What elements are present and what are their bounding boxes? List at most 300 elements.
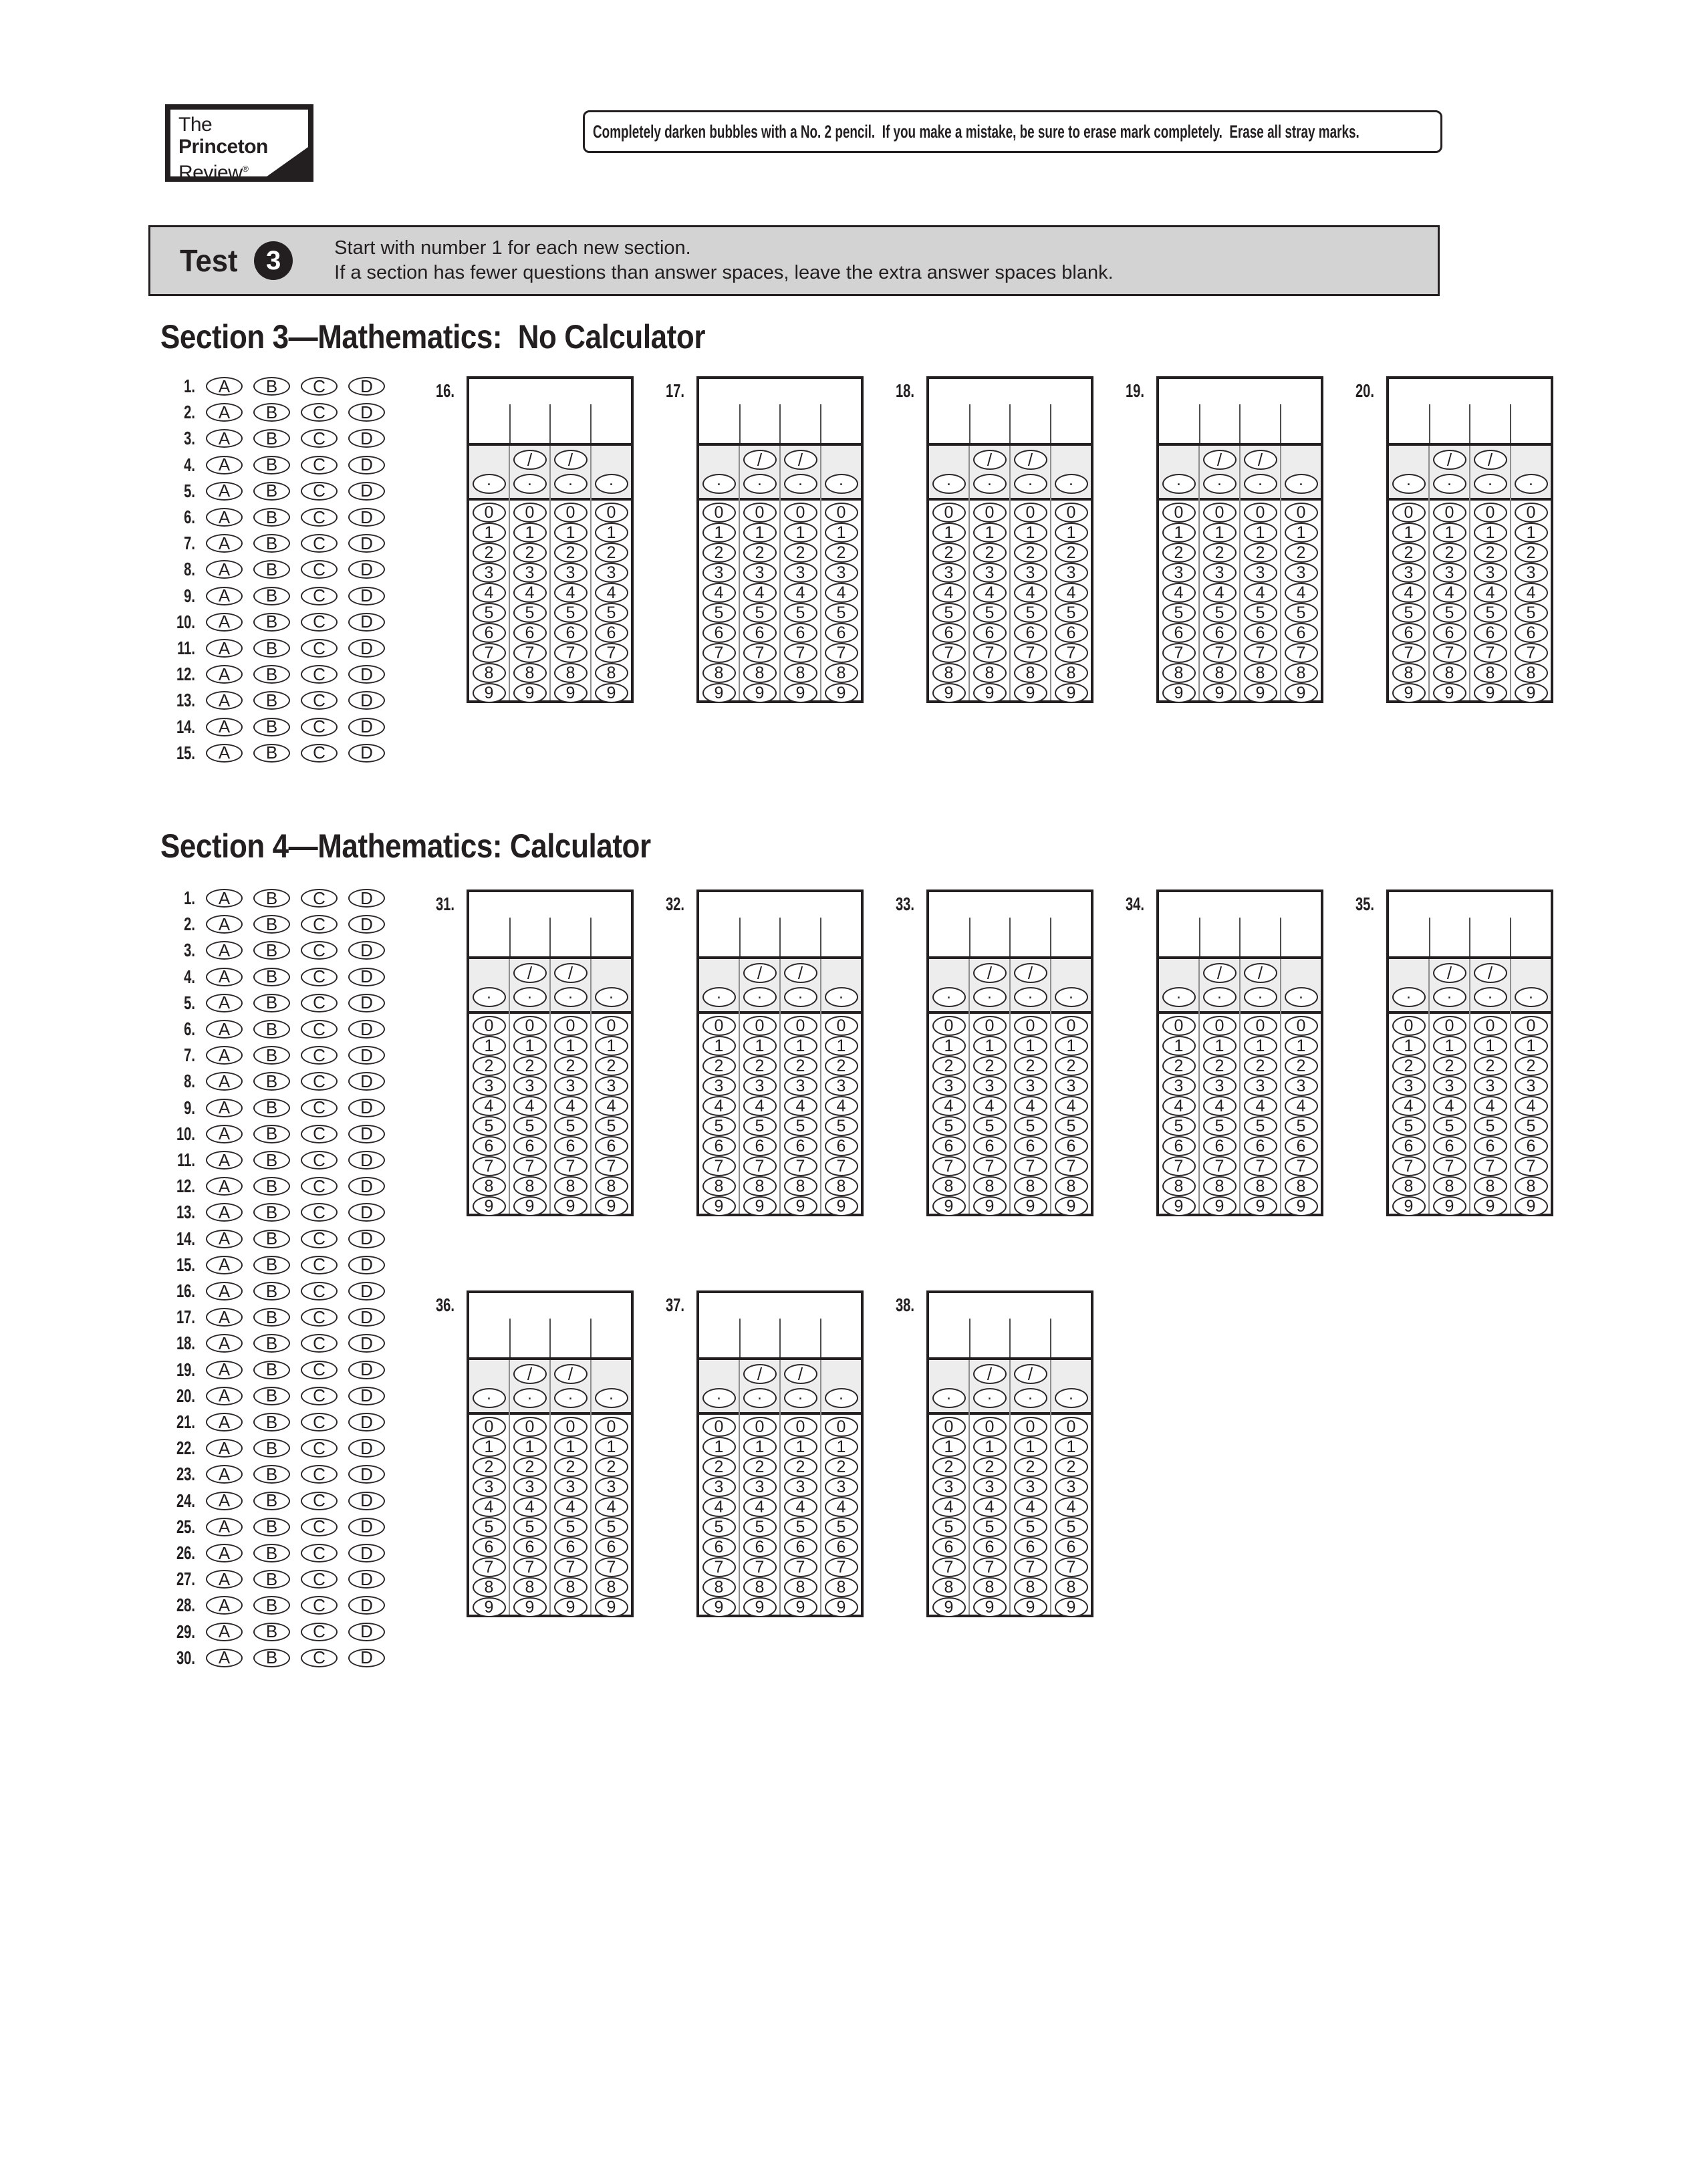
grid-bubble-3[interactable]: 3	[473, 1477, 506, 1497]
answer-bubble-D[interactable]: D	[348, 1596, 385, 1615]
grid-bubble-decimal[interactable]	[973, 1384, 1007, 1408]
grid-bubble-8[interactable]: 8	[1433, 663, 1466, 683]
grid-write-area[interactable]	[699, 892, 861, 959]
answer-bubble-A[interactable]: A	[206, 1334, 243, 1353]
grid-bubble-1[interactable]: 1	[1285, 1036, 1318, 1056]
answer-bubble-B[interactable]: B	[253, 1203, 290, 1222]
grid-bubble-1[interactable]: 1	[473, 1036, 506, 1056]
answer-bubble-B[interactable]: B	[253, 1099, 290, 1117]
grid-bubble-slash[interactable]	[1244, 963, 1277, 983]
grid-bubble-4[interactable]: 4	[1433, 1096, 1466, 1116]
answer-bubble-C[interactable]: C	[301, 1151, 338, 1170]
grid-bubble-1[interactable]: 1	[784, 1036, 817, 1056]
grid-bubble-8[interactable]: 8	[473, 663, 506, 683]
grid-bubble-4[interactable]: 4	[1203, 583, 1237, 603]
answer-bubble-A[interactable]: A	[206, 429, 243, 448]
grid-bubble-4[interactable]: 4	[1203, 1096, 1237, 1116]
grid-bubble-9[interactable]: 9	[595, 1597, 628, 1617]
answer-bubble-D[interactable]: D	[348, 1439, 385, 1458]
grid-bubble-decimal[interactable]	[473, 470, 506, 494]
answer-bubble-B[interactable]: B	[253, 1072, 290, 1091]
grid-bubble-0[interactable]: 0	[784, 503, 817, 523]
grid-bubble-8[interactable]: 8	[1162, 663, 1196, 683]
grid-bubble-decimal[interactable]	[932, 470, 966, 494]
grid-bubble-3[interactable]: 3	[743, 1076, 777, 1096]
grid-write-area[interactable]	[929, 892, 1091, 959]
grid-bubble-slash[interactable]	[784, 1364, 817, 1384]
grid-bubble-decimal[interactable]	[1055, 983, 1088, 1007]
grid-bubble-9[interactable]: 9	[973, 683, 1007, 703]
answer-bubble-C[interactable]: C	[301, 1282, 338, 1301]
grid-bubble-6[interactable]: 6	[702, 623, 736, 643]
grid-bubble-7[interactable]: 7	[554, 643, 588, 663]
grid-bubble-2[interactable]: 2	[1244, 543, 1277, 563]
grid-bubble-2[interactable]: 2	[932, 543, 966, 563]
grid-bubble-8[interactable]: 8	[513, 663, 547, 683]
answer-bubble-A[interactable]: A	[206, 1282, 243, 1301]
answer-bubble-D[interactable]: D	[348, 1387, 385, 1405]
grid-bubble-8[interactable]: 8	[784, 1176, 817, 1196]
grid-bubble-7[interactable]: 7	[932, 1156, 966, 1176]
grid-bubble-5[interactable]: 5	[554, 603, 588, 623]
answer-bubble-B[interactable]: B	[253, 1623, 290, 1641]
grid-bubble-decimal[interactable]	[1162, 983, 1196, 1007]
grid-bubble-1[interactable]: 1	[932, 523, 966, 543]
answer-bubble-C[interactable]: C	[301, 1256, 338, 1274]
grid-bubble-7[interactable]: 7	[1014, 1156, 1047, 1176]
answer-bubble-C[interactable]: C	[301, 587, 338, 605]
grid-bubble-8[interactable]: 8	[473, 1577, 506, 1597]
grid-bubble-9[interactable]: 9	[1244, 1196, 1277, 1216]
grid-bubble-3[interactable]: 3	[1285, 563, 1318, 583]
grid-bubble-decimal[interactable]	[1433, 470, 1466, 494]
grid-bubble-decimal[interactable]	[784, 470, 817, 494]
grid-bubble-3[interactable]: 3	[932, 563, 966, 583]
grid-bubble-9[interactable]: 9	[825, 1597, 858, 1617]
grid-bubble-2[interactable]: 2	[1055, 1457, 1088, 1477]
answer-bubble-C[interactable]: C	[301, 1099, 338, 1117]
grid-bubble-5[interactable]: 5	[932, 1116, 966, 1136]
grid-bubble-8[interactable]: 8	[825, 1176, 858, 1196]
grid-bubble-8[interactable]: 8	[973, 1176, 1007, 1196]
grid-bubble-decimal[interactable]	[825, 983, 858, 1007]
grid-bubble-3[interactable]: 3	[595, 1477, 628, 1497]
grid-bubble-2[interactable]: 2	[1055, 543, 1088, 563]
grid-bubble-7[interactable]: 7	[1285, 1156, 1318, 1176]
grid-bubble-slash[interactable]	[1433, 963, 1466, 983]
answer-bubble-C[interactable]: C	[301, 1596, 338, 1615]
answer-bubble-D[interactable]: D	[348, 1177, 385, 1196]
grid-bubble-9[interactable]: 9	[595, 1196, 628, 1216]
answer-bubble-D[interactable]: D	[348, 1072, 385, 1091]
grid-bubble-6[interactable]: 6	[473, 1136, 506, 1156]
grid-bubble-4[interactable]: 4	[743, 1096, 777, 1116]
grid-bubble-7[interactable]: 7	[513, 643, 547, 663]
grid-bubble-5[interactable]: 5	[1433, 603, 1466, 623]
grid-bubble-8[interactable]: 8	[932, 663, 966, 683]
grid-bubble-slash[interactable]	[784, 963, 817, 983]
grid-bubble-0[interactable]: 0	[825, 503, 858, 523]
grid-bubble-4[interactable]: 4	[473, 583, 506, 603]
grid-bubble-6[interactable]: 6	[1055, 623, 1088, 643]
grid-bubble-decimal[interactable]	[1203, 983, 1237, 1007]
grid-bubble-7[interactable]: 7	[1474, 643, 1507, 663]
grid-bubble-4[interactable]: 4	[1244, 583, 1277, 603]
grid-bubble-2[interactable]: 2	[1474, 543, 1507, 563]
grid-bubble-6[interactable]: 6	[1244, 623, 1277, 643]
grid-bubble-3[interactable]: 3	[1203, 1076, 1237, 1096]
grid-bubble-7[interactable]: 7	[932, 643, 966, 663]
answer-bubble-D[interactable]: D	[348, 534, 385, 553]
grid-bubble-3[interactable]: 3	[1392, 563, 1426, 583]
grid-bubble-2[interactable]: 2	[702, 1056, 736, 1076]
answer-bubble-D[interactable]: D	[348, 1544, 385, 1562]
grid-bubble-decimal[interactable]	[513, 470, 547, 494]
answer-bubble-A[interactable]: A	[206, 1492, 243, 1510]
grid-bubble-4[interactable]: 4	[784, 1497, 817, 1517]
grid-bubble-1[interactable]: 1	[825, 523, 858, 543]
answer-bubble-B[interactable]: B	[253, 1125, 290, 1143]
grid-bubble-6[interactable]: 6	[1474, 623, 1507, 643]
grid-bubble-2[interactable]: 2	[825, 543, 858, 563]
grid-bubble-2[interactable]: 2	[1014, 543, 1047, 563]
grid-bubble-5[interactable]: 5	[743, 1517, 777, 1537]
grid-bubble-3[interactable]: 3	[973, 563, 1007, 583]
grid-bubble-0[interactable]: 0	[1285, 1016, 1318, 1036]
grid-bubble-1[interactable]: 1	[1433, 1036, 1466, 1056]
answer-bubble-A[interactable]: A	[206, 1072, 243, 1091]
answer-bubble-D[interactable]: D	[348, 1413, 385, 1431]
grid-bubble-4[interactable]: 4	[702, 1096, 736, 1116]
answer-bubble-A[interactable]: A	[206, 1623, 243, 1641]
grid-bubble-5[interactable]: 5	[1055, 603, 1088, 623]
answer-bubble-A[interactable]: A	[206, 1570, 243, 1589]
grid-bubble-8[interactable]: 8	[784, 1577, 817, 1597]
grid-bubble-1[interactable]: 1	[702, 523, 736, 543]
grid-bubble-5[interactable]: 5	[513, 603, 547, 623]
grid-bubble-4[interactable]: 4	[973, 1497, 1007, 1517]
answer-bubble-A[interactable]: A	[206, 1596, 243, 1615]
grid-bubble-3[interactable]: 3	[1014, 563, 1047, 583]
answer-bubble-D[interactable]: D	[348, 994, 385, 1012]
grid-bubble-6[interactable]: 6	[1055, 1136, 1088, 1156]
answer-bubble-B[interactable]: B	[253, 456, 290, 474]
grid-bubble-4[interactable]: 4	[1392, 1096, 1426, 1116]
grid-bubble-1[interactable]: 1	[702, 1437, 736, 1457]
answer-bubble-B[interactable]: B	[253, 1334, 290, 1353]
grid-bubble-decimal[interactable]	[932, 983, 966, 1007]
grid-bubble-6[interactable]: 6	[932, 1537, 966, 1557]
grid-bubble-5[interactable]: 5	[825, 1116, 858, 1136]
grid-bubble-3[interactable]: 3	[702, 1076, 736, 1096]
grid-bubble-0[interactable]: 0	[1433, 503, 1466, 523]
grid-bubble-6[interactable]: 6	[513, 1537, 547, 1557]
grid-bubble-slash[interactable]	[973, 450, 1007, 470]
answer-bubble-A[interactable]: A	[206, 1439, 243, 1458]
grid-bubble-0[interactable]: 0	[973, 503, 1007, 523]
grid-bubble-8[interactable]: 8	[473, 1176, 506, 1196]
grid-bubble-6[interactable]: 6	[513, 623, 547, 643]
answer-bubble-A[interactable]: A	[206, 915, 243, 934]
grid-bubble-0[interactable]: 0	[973, 1016, 1007, 1036]
answer-bubble-D[interactable]: D	[348, 1492, 385, 1510]
grid-write-area[interactable]	[1389, 892, 1551, 959]
grid-bubble-slash[interactable]	[743, 963, 777, 983]
grid-bubble-9[interactable]: 9	[1515, 1196, 1548, 1216]
grid-bubble-5[interactable]: 5	[1014, 603, 1047, 623]
answer-bubble-A[interactable]: A	[206, 1177, 243, 1196]
grid-bubble-4[interactable]: 4	[595, 1497, 628, 1517]
grid-bubble-8[interactable]: 8	[784, 663, 817, 683]
grid-bubble-2[interactable]: 2	[473, 1056, 506, 1076]
grid-bubble-2[interactable]: 2	[1055, 1056, 1088, 1076]
grid-bubble-0[interactable]: 0	[1474, 503, 1507, 523]
grid-bubble-4[interactable]: 4	[932, 583, 966, 603]
grid-bubble-5[interactable]: 5	[554, 1517, 588, 1537]
answer-bubble-D[interactable]: D	[348, 613, 385, 632]
grid-bubble-5[interactable]: 5	[784, 603, 817, 623]
grid-bubble-slash[interactable]	[1474, 450, 1507, 470]
grid-bubble-8[interactable]: 8	[825, 663, 858, 683]
grid-bubble-slash[interactable]	[1203, 450, 1237, 470]
answer-bubble-D[interactable]: D	[348, 941, 385, 960]
grid-bubble-1[interactable]: 1	[1515, 523, 1548, 543]
grid-bubble-1[interactable]: 1	[825, 1036, 858, 1056]
answer-bubble-A[interactable]: A	[206, 482, 243, 501]
grid-bubble-4[interactable]: 4	[554, 1096, 588, 1116]
answer-bubble-B[interactable]: B	[253, 691, 290, 710]
grid-bubble-2[interactable]: 2	[784, 1056, 817, 1076]
grid-bubble-0[interactable]: 0	[1244, 1016, 1277, 1036]
grid-bubble-0[interactable]: 0	[1014, 1417, 1047, 1437]
grid-bubble-2[interactable]: 2	[784, 543, 817, 563]
grid-bubble-0[interactable]: 0	[595, 1417, 628, 1437]
answer-bubble-A[interactable]: A	[206, 534, 243, 553]
answer-bubble-C[interactable]: C	[301, 744, 338, 763]
grid-bubble-2[interactable]: 2	[554, 1457, 588, 1477]
grid-bubble-1[interactable]: 1	[513, 523, 547, 543]
grid-bubble-5[interactable]: 5	[784, 1116, 817, 1136]
answer-bubble-B[interactable]: B	[253, 941, 290, 960]
answer-bubble-C[interactable]: C	[301, 968, 338, 986]
grid-bubble-8[interactable]: 8	[554, 1577, 588, 1597]
answer-bubble-D[interactable]: D	[348, 1020, 385, 1039]
grid-bubble-0[interactable]: 0	[932, 1417, 966, 1437]
answer-bubble-A[interactable]: A	[206, 1649, 243, 1667]
answer-bubble-B[interactable]: B	[253, 1020, 290, 1039]
grid-bubble-1[interactable]: 1	[932, 1036, 966, 1056]
answer-bubble-D[interactable]: D	[348, 482, 385, 501]
answer-bubble-B[interactable]: B	[253, 1308, 290, 1327]
grid-bubble-8[interactable]: 8	[973, 1577, 1007, 1597]
grid-bubble-5[interactable]: 5	[1055, 1116, 1088, 1136]
answer-bubble-B[interactable]: B	[253, 429, 290, 448]
grid-bubble-decimal[interactable]	[513, 983, 547, 1007]
grid-bubble-8[interactable]: 8	[825, 1577, 858, 1597]
grid-bubble-6[interactable]: 6	[1014, 1537, 1047, 1557]
grid-bubble-2[interactable]: 2	[1433, 1056, 1466, 1076]
grid-bubble-6[interactable]: 6	[1244, 1136, 1277, 1156]
grid-bubble-9[interactable]: 9	[1515, 683, 1548, 703]
answer-bubble-C[interactable]: C	[301, 691, 338, 710]
grid-bubble-decimal[interactable]	[1014, 1384, 1047, 1408]
answer-bubble-A[interactable]: A	[206, 1099, 243, 1117]
answer-bubble-B[interactable]: B	[253, 915, 290, 934]
grid-bubble-1[interactable]: 1	[1055, 523, 1088, 543]
grid-bubble-4[interactable]: 4	[1162, 1096, 1196, 1116]
grid-bubble-3[interactable]: 3	[554, 563, 588, 583]
grid-bubble-7[interactable]: 7	[554, 1156, 588, 1176]
grid-bubble-7[interactable]: 7	[973, 643, 1007, 663]
grid-bubble-4[interactable]: 4	[743, 583, 777, 603]
grid-bubble-8[interactable]: 8	[1474, 663, 1507, 683]
grid-bubble-0[interactable]: 0	[825, 1417, 858, 1437]
grid-bubble-decimal[interactable]	[1515, 470, 1548, 494]
answer-bubble-B[interactable]: B	[253, 1361, 290, 1379]
grid-bubble-slash[interactable]	[513, 450, 547, 470]
grid-bubble-9[interactable]: 9	[702, 1196, 736, 1216]
grid-bubble-slash[interactable]	[1203, 963, 1237, 983]
grid-write-area[interactable]	[469, 892, 631, 959]
grid-bubble-2[interactable]: 2	[784, 1457, 817, 1477]
grid-bubble-6[interactable]: 6	[932, 623, 966, 643]
answer-bubble-C[interactable]: C	[301, 1020, 338, 1039]
answer-bubble-B[interactable]: B	[253, 744, 290, 763]
answer-bubble-C[interactable]: C	[301, 1439, 338, 1458]
grid-bubble-5[interactable]: 5	[825, 603, 858, 623]
grid-bubble-6[interactable]: 6	[1392, 623, 1426, 643]
grid-bubble-6[interactable]: 6	[595, 1537, 628, 1557]
answer-bubble-C[interactable]: C	[301, 1177, 338, 1196]
grid-bubble-1[interactable]: 1	[595, 523, 628, 543]
grid-bubble-2[interactable]: 2	[1474, 1056, 1507, 1076]
grid-bubble-decimal[interactable]	[513, 1384, 547, 1408]
grid-bubble-0[interactable]: 0	[1203, 1016, 1237, 1036]
answer-bubble-B[interactable]: B	[253, 560, 290, 579]
grid-bubble-2[interactable]: 2	[1203, 1056, 1237, 1076]
grid-bubble-9[interactable]: 9	[554, 683, 588, 703]
answer-bubble-C[interactable]: C	[301, 718, 338, 736]
grid-bubble-7[interactable]: 7	[1474, 1156, 1507, 1176]
grid-bubble-6[interactable]: 6	[513, 1136, 547, 1156]
grid-bubble-5[interactable]: 5	[932, 1517, 966, 1537]
grid-bubble-2[interactable]: 2	[1162, 543, 1196, 563]
grid-bubble-0[interactable]: 0	[554, 1417, 588, 1437]
grid-bubble-0[interactable]: 0	[513, 1417, 547, 1437]
grid-bubble-3[interactable]: 3	[1474, 1076, 1507, 1096]
grid-bubble-decimal[interactable]	[743, 470, 777, 494]
answer-bubble-A[interactable]: A	[206, 1544, 243, 1562]
grid-bubble-8[interactable]: 8	[595, 1176, 628, 1196]
grid-bubble-decimal[interactable]	[1162, 470, 1196, 494]
answer-bubble-C[interactable]: C	[301, 889, 338, 908]
grid-bubble-5[interactable]: 5	[1244, 603, 1277, 623]
answer-bubble-B[interactable]: B	[253, 1544, 290, 1562]
grid-bubble-7[interactable]: 7	[1285, 643, 1318, 663]
answer-bubble-C[interactable]: C	[301, 1203, 338, 1222]
grid-bubble-2[interactable]: 2	[825, 1056, 858, 1076]
answer-bubble-D[interactable]: D	[348, 560, 385, 579]
answer-bubble-A[interactable]: A	[206, 560, 243, 579]
answer-bubble-C[interactable]: C	[301, 1046, 338, 1065]
grid-bubble-1[interactable]: 1	[702, 1036, 736, 1056]
grid-bubble-3[interactable]: 3	[473, 563, 506, 583]
grid-bubble-7[interactable]: 7	[473, 1156, 506, 1176]
grid-bubble-0[interactable]: 0	[1392, 503, 1426, 523]
answer-bubble-B[interactable]: B	[253, 968, 290, 986]
grid-bubble-5[interactable]: 5	[595, 1517, 628, 1537]
grid-bubble-4[interactable]: 4	[1474, 583, 1507, 603]
answer-bubble-D[interactable]: D	[348, 665, 385, 684]
answer-bubble-C[interactable]: C	[301, 1570, 338, 1589]
grid-bubble-4[interactable]: 4	[513, 583, 547, 603]
answer-bubble-D[interactable]: D	[348, 889, 385, 908]
grid-bubble-9[interactable]: 9	[513, 1597, 547, 1617]
grid-bubble-4[interactable]: 4	[513, 1497, 547, 1517]
grid-bubble-0[interactable]: 0	[1162, 1016, 1196, 1036]
answer-bubble-B[interactable]: B	[253, 534, 290, 553]
grid-bubble-7[interactable]: 7	[743, 1557, 777, 1577]
grid-bubble-8[interactable]: 8	[1014, 663, 1047, 683]
grid-bubble-6[interactable]: 6	[1433, 1136, 1466, 1156]
answer-bubble-B[interactable]: B	[253, 1413, 290, 1431]
grid-bubble-6[interactable]: 6	[1014, 1136, 1047, 1156]
answer-bubble-A[interactable]: A	[206, 508, 243, 527]
grid-bubble-3[interactable]: 3	[784, 1477, 817, 1497]
grid-bubble-7[interactable]: 7	[973, 1156, 1007, 1176]
grid-bubble-6[interactable]: 6	[784, 623, 817, 643]
answer-bubble-B[interactable]: B	[253, 613, 290, 632]
grid-bubble-8[interactable]: 8	[1162, 1176, 1196, 1196]
grid-bubble-2[interactable]: 2	[1285, 1056, 1318, 1076]
grid-bubble-4[interactable]: 4	[702, 583, 736, 603]
grid-bubble-7[interactable]: 7	[1515, 1156, 1548, 1176]
grid-bubble-4[interactable]: 4	[1244, 1096, 1277, 1116]
grid-bubble-6[interactable]: 6	[932, 1136, 966, 1156]
answer-bubble-A[interactable]: A	[206, 968, 243, 986]
grid-bubble-2[interactable]: 2	[513, 1457, 547, 1477]
answer-bubble-D[interactable]: D	[348, 1308, 385, 1327]
answer-bubble-B[interactable]: B	[253, 1387, 290, 1405]
grid-bubble-4[interactable]: 4	[1055, 583, 1088, 603]
grid-bubble-slash[interactable]	[554, 963, 588, 983]
grid-bubble-slash[interactable]	[1014, 1364, 1047, 1384]
grid-bubble-4[interactable]: 4	[595, 1096, 628, 1116]
grid-bubble-0[interactable]: 0	[743, 1417, 777, 1437]
grid-bubble-1[interactable]: 1	[784, 1437, 817, 1457]
grid-bubble-6[interactable]: 6	[595, 623, 628, 643]
grid-bubble-4[interactable]: 4	[825, 1497, 858, 1517]
grid-bubble-2[interactable]: 2	[743, 1457, 777, 1477]
answer-bubble-B[interactable]: B	[253, 1230, 290, 1248]
grid-write-area[interactable]	[1159, 892, 1321, 959]
answer-bubble-D[interactable]: D	[348, 1282, 385, 1301]
grid-bubble-8[interactable]: 8	[1014, 1577, 1047, 1597]
grid-bubble-0[interactable]: 0	[1055, 1417, 1088, 1437]
grid-bubble-5[interactable]: 5	[1203, 603, 1237, 623]
grid-bubble-3[interactable]: 3	[1055, 1076, 1088, 1096]
grid-bubble-9[interactable]: 9	[932, 683, 966, 703]
grid-bubble-0[interactable]: 0	[1474, 1016, 1507, 1036]
grid-bubble-9[interactable]: 9	[1244, 683, 1277, 703]
answer-bubble-B[interactable]: B	[253, 1492, 290, 1510]
grid-bubble-4[interactable]: 4	[932, 1096, 966, 1116]
answer-bubble-C[interactable]: C	[301, 1361, 338, 1379]
grid-bubble-3[interactable]: 3	[825, 1477, 858, 1497]
grid-bubble-8[interactable]: 8	[702, 1176, 736, 1196]
answer-bubble-A[interactable]: A	[206, 691, 243, 710]
grid-bubble-slash[interactable]	[554, 1364, 588, 1384]
